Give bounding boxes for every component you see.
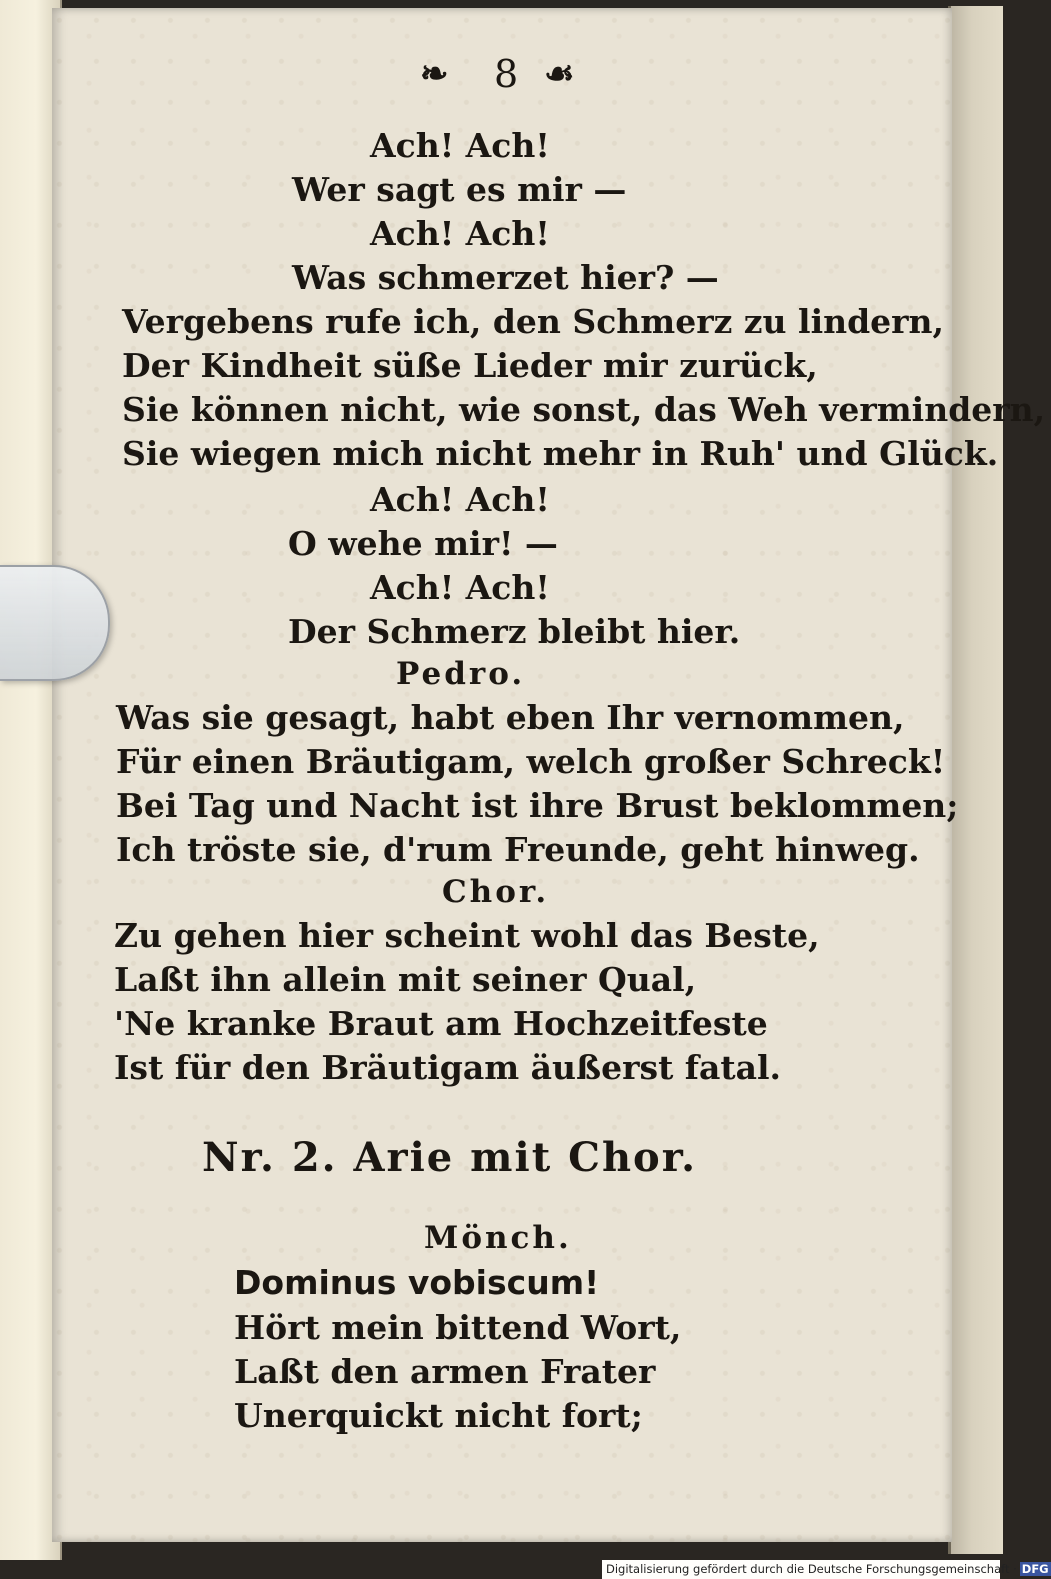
verse-line: Sie können nicht, wie sonst, das Weh vermindern, [122, 390, 1046, 429]
verse-line: Zu gehen hier scheint wohl das Beste, [114, 916, 820, 955]
verse-line: Bei Tag und Nacht ist ihre Brust beklommen; [116, 786, 959, 825]
verse-line: Vergebens rufe ich, den Schmerz zu lindern, [122, 302, 945, 341]
scan-background [0, 1560, 602, 1579]
digitization-credit [602, 1560, 1049, 1579]
verse-line: Für einen Bräutigam, welch großer Schreck! [116, 742, 946, 781]
verse-line: Wer sagt es mir — [292, 170, 627, 209]
verse-line: Ach! Ach! [370, 568, 550, 607]
book-clip [0, 565, 110, 681]
book-right-edge [948, 6, 1003, 1554]
verse-line: O wehe mir! — [288, 524, 558, 563]
section-heading: Nr. 2. Arie mit Chor. [202, 1134, 698, 1181]
ornament-right-icon: ☙ [544, 54, 575, 94]
verse-line: Ich tröste sie, d'rum Freunde, geht hinweg. [116, 830, 920, 869]
verse-line: Ach! Ach! [370, 214, 550, 253]
verse-line: Sie wiegen mich nicht mehr in Ruh' und Glück. [122, 434, 999, 473]
verse-line: Ach! Ach! [370, 480, 550, 519]
verse-line: Der Schmerz bleibt hier. [288, 612, 741, 651]
verse-line: Was sie gesagt, habt eben Ihr vernommen, [116, 698, 905, 737]
dfg-logo: DFG [1021, 1562, 1049, 1576]
speaker-name: Chor. [442, 874, 550, 910]
verse-line: Was schmerzet hier? — [292, 258, 719, 297]
verse-line: Dominus vobiscum! [234, 1263, 600, 1302]
ornament-left-icon: ❧ [420, 54, 449, 94]
verse-line: Ach! Ach! [370, 126, 550, 165]
verse-line: Unerquickt nicht fort; [234, 1396, 643, 1435]
book-page [52, 8, 1046, 1542]
verse-line: Laßt den armen Frater [234, 1352, 656, 1391]
verse-line: Der Kindheit süße Lieder mir zurück, [122, 346, 818, 385]
speaker-name: Mönch. [424, 1220, 572, 1256]
page-number: 8 [494, 52, 519, 96]
credit-text: Digitalisierung gefördert durch die Deutsche Forschungsgemeinschaft · [606, 1562, 1017, 1576]
verse-line: 'Ne kranke Braut am Hochzeitfeste [114, 1004, 768, 1043]
verse-line: Hört mein bittend Wort, [234, 1308, 682, 1347]
speaker-name: Pedro. [396, 656, 526, 692]
verse-line: Ist für den Bräutigam äußerst fatal. [114, 1048, 782, 1087]
verse-line: Laßt ihn allein mit seiner Qual, [114, 960, 697, 999]
